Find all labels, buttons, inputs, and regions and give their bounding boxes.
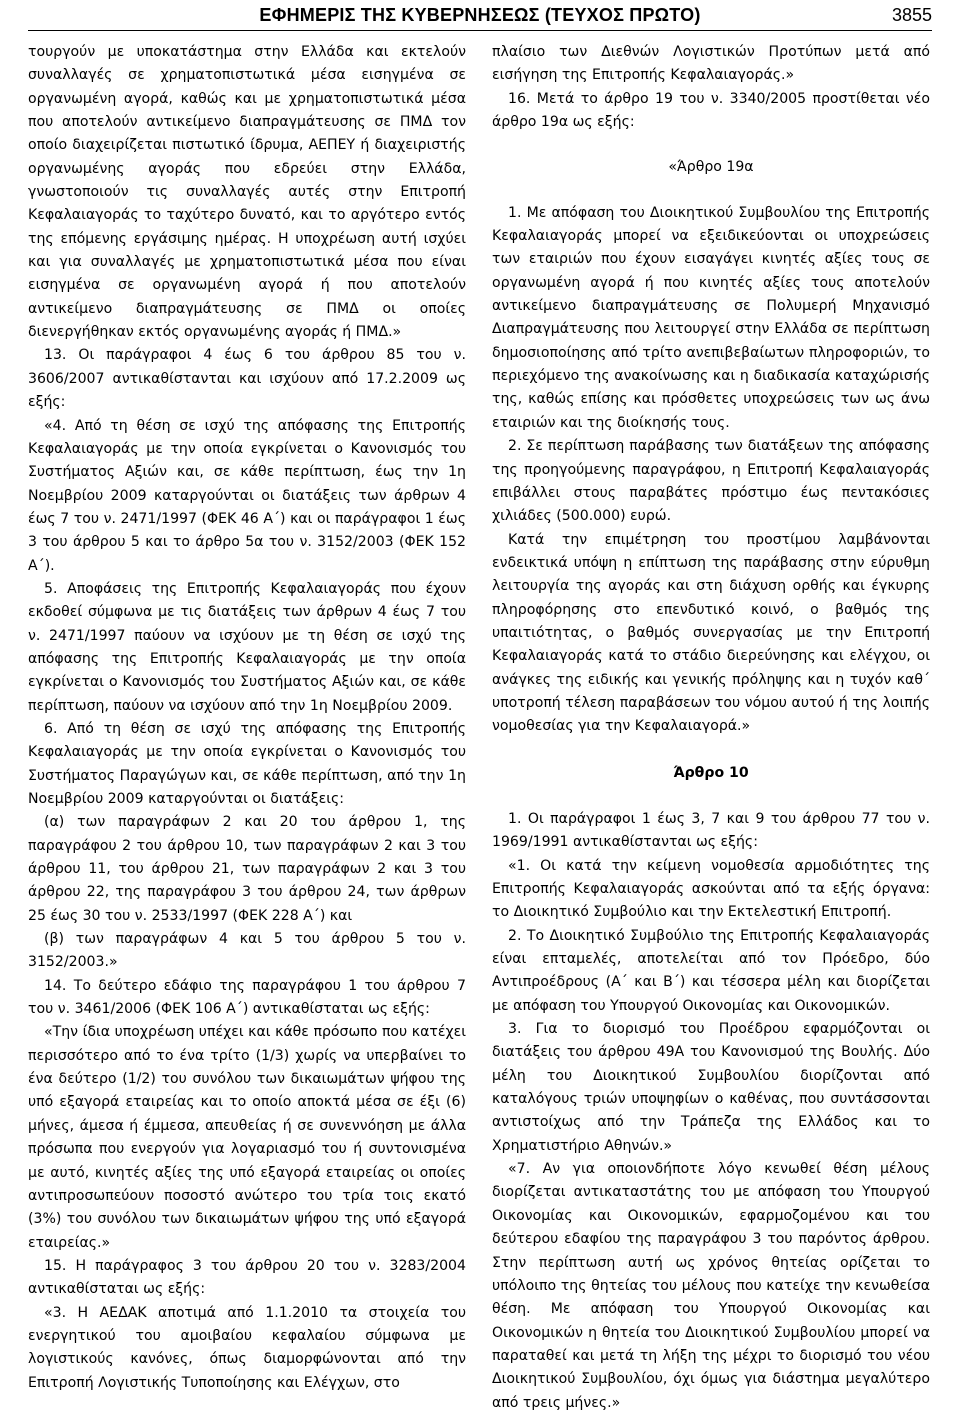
paragraph-continuation: τουργούν με υποκατάστημα στην Ελλάδα και εκτελούν συναλλαγές σε χρηματοπιστωτικά μέσα εισηγμένα σε οργανωμένη αγορά, καθώς και με χρηματοπιστωτικά μέσα που αποτελούν αντικείμενο διαπραγμάτευσης σε ΠΜΔ τον οποίο διαχειρίζεται πιστωτικό ίδρυμα, ΑΕΠΕΥ ή διαχειριστής οργανωμένης αγοράς που εδρεύει στην Ελλάδα, γνωστοποιούν τις συναλλαγές αυτές στην Επιτροπή Κεφαλαιαγοράς το ταχύτερο δυνατό, και το αργότερο εντός της επόμενης εργάσιμης ημέρας. Η υποχρέωση αυτή ισχύει και για συναλλαγές με χρηματοπιστωτικά μέσα που είναι εισηγμένα σε οργανωμένη αγορά ή που αποτελούν αντικείμενο διαπραγμάτευσης σε ΠΜΔ οι οποίες διενεργήθηκαν εκτός οργανωμένης αγοράς ή ΠΜΔ.» <box>28 44 466 341</box>
spacer <box>492 739 930 762</box>
article-10-paragraph-2: «1. Οι κατά την κείμενη νομοθεσία αρμοδιότητες της Επιτροπής Κεφαλαιαγοράς ασκούνται από τα εξής όργανα: το Διοικητικό Συμβούλιο και την Εκτελεστική Επιτροπή. <box>492 857 930 921</box>
paragraph-13-5: 5. Αποφάσεις της Επιτροπής Κεφαλαιαγοράς που έχουν εκδοθεί σύμφωνα με τις διατάξεις των άρθρων 4 έως 7 του ν. 2471/1997 παύουν να ισχύουν με τη θέση σε ισχύ της απόφασης της Επιτροπής Κεφαλαιαγοράς με την οποία εγκρίνεται ο Κανονισμός του Συστήματος Αξιών και, σε κάθε περίπτωση, παύουν να ισχύουν από την 1η Νοεμβρίου 2009. <box>28 580 466 714</box>
right-column <box>492 41 930 1415</box>
article-10-paragraph-1: 1. Οι παράγραφοι 1 έως 3, 7 και 9 του άρθρου 77 του ν. 1969/1991 αντικαθίστανται ως εξής: <box>492 810 930 851</box>
paragraph-14: 14. Το δεύτερο εδάφιο της παραγράφου 1 του άρθρου 7 του ν. 3461/2006 (ΦΕΚ 106 Α΄) αντικαθίσταται ως εξής: <box>28 977 466 1018</box>
page-header <box>28 0 932 31</box>
article-19a-heading: «Άρθρο 19α <box>668 159 754 176</box>
article-10-paragraph-3: 2. Το Διοικητικό Συμβούλιο της Επιτροπής Κεφαλαιαγοράς είναι επταμελές, αποτελείται από τον Πρόεδρο, δύο Αντιπροέδρους (Α΄ και Β΄) και τέσσερα μέλη και διορίζεται με απόφαση του Υπουργού Οικονομίας και Οικονομικών. <box>492 927 930 1014</box>
paragraph-13-6-b: (β) των παραγράφων 4 και 5 του άρθρου 5 του ν. 3152/2003.» <box>28 931 466 971</box>
paragraph-16: 16. Μετά το άρθρο 19 του ν. 3340/2005 προστίθεται νέο άρθρο 19α ως εξής: <box>492 90 930 131</box>
page-number: 3855 <box>891 5 932 25</box>
spacer <box>492 785 930 808</box>
paragraph-15-text: «3. Η ΑΕΔΑΚ αποτιμά από 1.1.2010 τα στοιχεία του ενεργητικού του αμοιβαίου κεφαλαίου σύμφωνα με λογιστικούς κανόνες, όπως διαμορφώνονται από την Επιτροπή Λογιστικής Τυποποίησης και Ελέγχων, στο <box>28 1304 466 1391</box>
article-10-heading: Άρθρο 10 <box>673 764 749 781</box>
left-column <box>28 41 466 1395</box>
spacer <box>492 180 930 202</box>
paragraph-continuation-right: πλαίσιο των Διεθνών Λογιστικών Προτύπων μετά από εισήγηση της Επιτροπής Κεφαλαιαγοράς.» <box>492 44 930 84</box>
paragraph-13-6-a: (α) των παραγράφων 2 και 20 του άρθρου 1, της παραγράφου 2 του άρθρου 10, των παραγράφων 2 και 3 του άρθρου 11, του άρθρου 21, των παραγράφων 2 και 3 του άρθρου 22, της παραγράφου 3 του άρθρου 24, των άρθρων 25 έως 30 του ν. 2533/1997 (ΦΕΚ 228 Α΄) και <box>28 814 466 924</box>
paragraph-13-6: 6. Από τη θέση σε ισχύ της απόφασης της Επιτροπής Κεφαλαιαγοράς με την οποία εγκρίνεται ο Κανονισμός του Συστήματος Παραγώγων και, σε κάθε περίπτωση, από την 1η Νοεμβρίου 2009 καταργούνται οι διατάξεις: <box>28 720 466 807</box>
article-10-paragraph-4: 3. Για το διορισμό του Προέδρου εφαρμόζονται οι διατάξεις του άρθρου 49Α του Κανονισμού της Βουλής. Δύο μέλη του Διοικητικού Συμβουλίου διορίζονται από καταλόγους τριών υποψηφίων ο καθένας, που συντάσσονται αντιστοίχως από την Τράπεζα της Ελλάδος και το Χρηματιστήριο Αθηνών.» <box>492 1021 930 1154</box>
article-19a-paragraph-3: Κατά την επιμέτρηση του προστίμου λαμβάνονται ενδεικτικά υπόψη η επίπτωση της παράβασης στην εύρυθμη λειτουργία της αγοράς και στη διάχυση ορθής και έγκυρης πληροφόρησης στο επενδυτικό κοινό, ο βαθμός της υπαιτιότητας, ο βαθμός συνεργασίας με την Επιτροπή Κεφαλαιαγοράς κατά το στάδιο διερεύνησης και ελέγχου, οι ανάγκες της ειδικής και γενικής πρόληψης και η τυχόν καθ΄ υποτροπή τέλεση παραβάσεων του νόμου αυτού ή της λοιπής νομοθεσίας για την Κεφαλαιαγορά.» <box>492 531 930 735</box>
gazette-title: ΕΦΗΜΕΡΙΣ ΤΗΣ ΚΥΒΕΡΝΗΣΕΩΣ (ΤΕΥΧΟΣ ΠΡΩΤΟ) <box>259 5 701 25</box>
paragraph-14-text: «Την ίδια υποχρέωση υπέχει και κάθε πρόσωπο που κατέχει περισσότερο από το ένα τρίτο (1/3) χωρίς να υπερβαίνει το ένα δεύτερο (1/2) του συνόλου των δικαιωμάτων ψήφου της υπό εξαγορά εταιρείας και το οποίο αποκτά μέσα σε έξι (6) μήνες, άμεσα ή έμμεσα, απευθείας ή σε συνεννόηση με άλλα πρόσωπα που ενεργούν για λογαριασμό του ή συντονισμένα με αυτό, κινητές αξίες της υπό εξαγορά εταιρείας οι οποίες αντιπροσωπεύουν ποσοστό ανώτερο του τρία τοις εκατό (3%) του συνόλου των δικαιωμάτων ψήφου της υπό εξαγορά εταιρείας.» <box>28 1024 466 1251</box>
paragraph-15: 15. Η παράγραφος 3 του άρθρου 20 του ν. 3283/2004 αντικαθίσταται ως εξής: <box>28 1257 466 1298</box>
article-19a-paragraph-2: 2. Σε περίπτωση παράβασης των διατάξεων της απόφασης της προηγούμενης παραγράφου, η Επιτροπή Κεφαλαιαγοράς επιβάλλει στους παραβάτες πρόστιμο έως πεντακόσιες χιλιάδες (500.000) ευρώ. <box>492 438 930 525</box>
spacer <box>492 134 930 156</box>
paragraph-13-4: «4. Από τη θέση σε ισχύ της απόφασης της Επιτροπής Κεφαλαιαγοράς με την οποία εγκρίνεται ο Κανονισμός του Συστήματος Αξιών και, σε κάθε περίπτωση, έως την 1η Νοεμβρίου 2009 καταργούνται οι διατάξεις των άρθρων 4 έως 7 του ν. 2471/1997 (ΦΕΚ 46 Α΄) και οι παράγραφοι 1 έως 3 του άρθρου 5 και το άρθρο 5α του ν. 3152/2003 (ΦΕΚ 152 Α΄). <box>28 417 466 574</box>
article-10-paragraph-5: «7. Αν για οποιονδήποτε λόγο κενωθεί θέση μέλους διορίζεται αντικαταστάτης του με απόφαση του Υπουργού Οικονομίας και Οικονομικών, εφαρμοζομένου και του δεύτερου εδαφίου της παραγράφου 3 του παρόντος άρθρου. Στην περίπτωση αυτή ως χρόνος θητείας ορίζεται το υπόλοιπο της θητείας του μέλους που κατείχε την κενωθείσα θέση. Με απόφαση του Υπουργού Οικονομίας και Οικονομικών η θητεία του Διοικητικού Συμβουλίου μπορεί να παραταθεί και μετά τη λήξη της μέχρι το διορισμό του νέου Διοικητικού Συμβουλίου, όχι όμως για διάστημα μεγαλύτερο από τρεις μήνες.» <box>492 1161 930 1411</box>
article-19a-paragraph-1: 1. Με απόφαση του Διοικητικού Συμβουλίου της Επιτροπής Κεφαλαιαγοράς μπορεί να εξειδικεύονται οι υποχρεώσεις των εταιριών που έχουν εισαγάγει κινητές αξίες τους σε οργανωμένη αγορά ή που κινητές αξίες τους αποτελούν αντικείμενο διαπραγμάτευσης σε Πολυμερή Μηχανισμό Διαπραγμάτευσης που λειτουργεί στην Ελλάδα σε περίπτωση δημοσιοποίησης από τρίτο ανεπιβεβαίωτων πληροφοριών, το περιεχόμενο της ανακοίνωσης και η διαδικασία καταχώρισής της, καθώς επίσης και πρόσθετες υποχρεώσεις των ως άνω εταιριών και της διοίκησής τους. <box>492 204 930 431</box>
paragraph-13: 13. Οι παράγραφοι 4 έως 6 του άρθρου 85 του ν. 3606/2007 αντικαθίστανται και ισχύουν από 17.2.2009 ως εξής: <box>28 347 466 411</box>
